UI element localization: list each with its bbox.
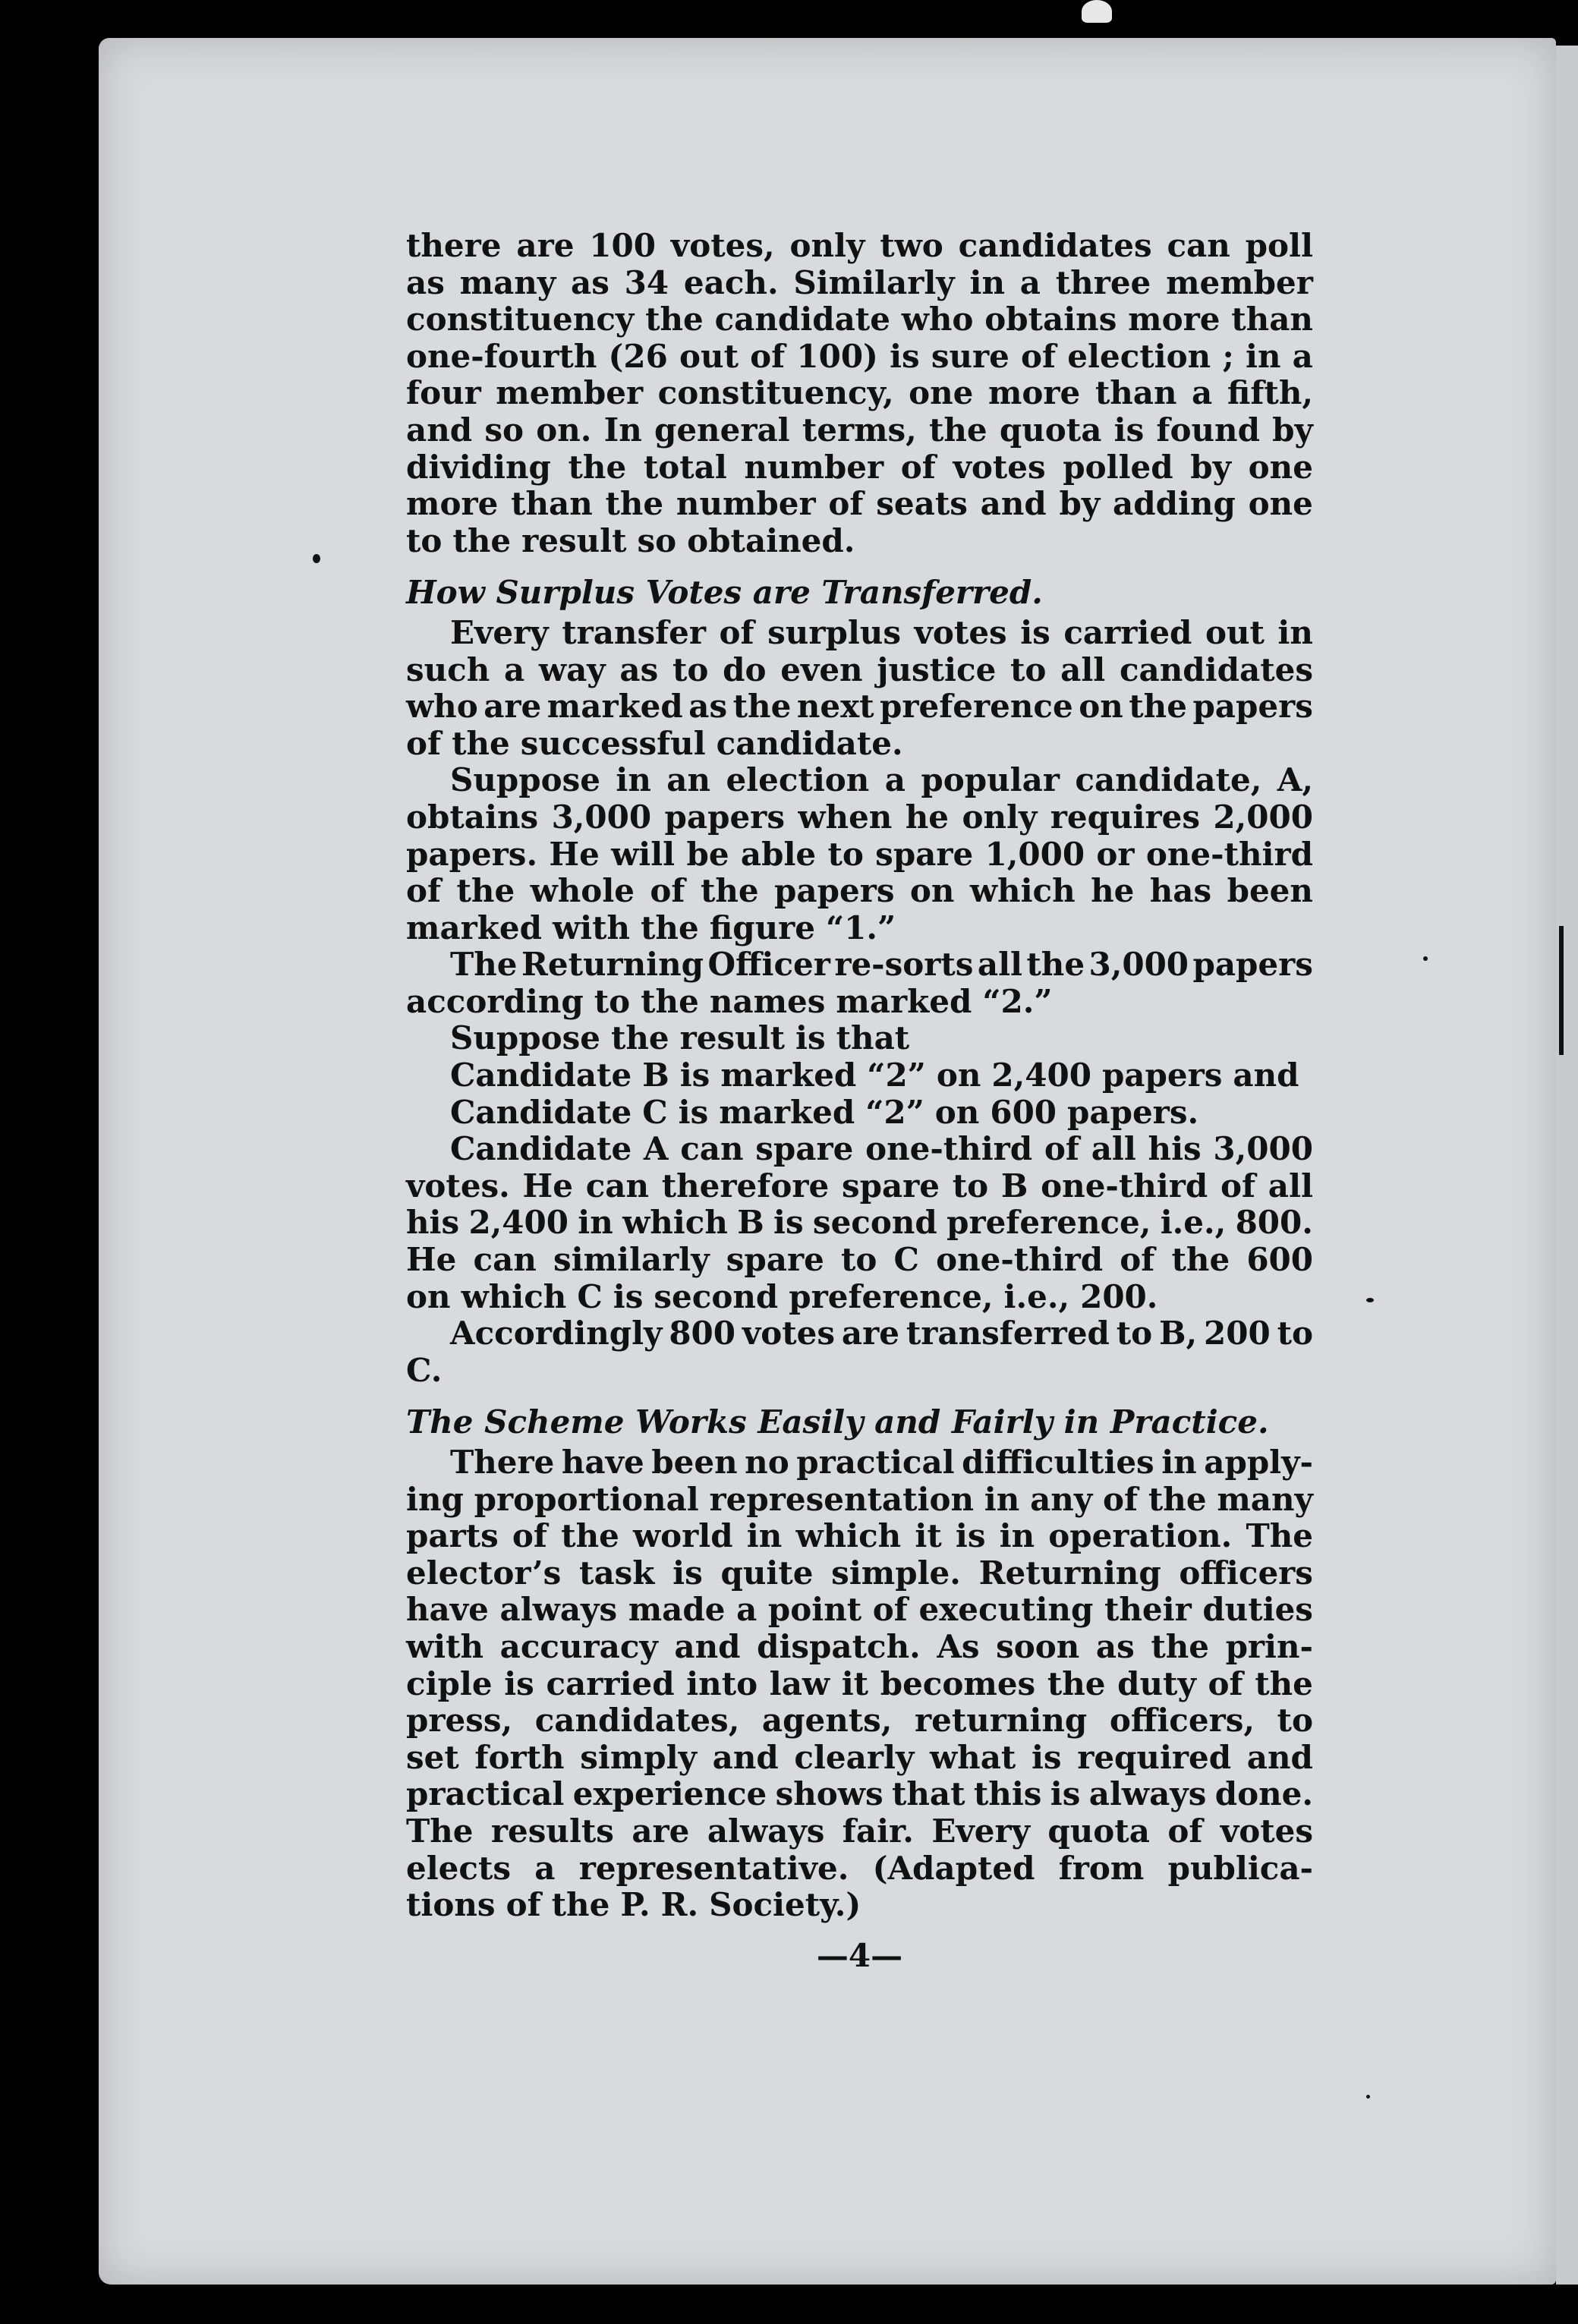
- text-line: more than the number of seats and by adding one: [406, 485, 1313, 523]
- paragraph-suppose: [406, 1020, 1313, 1057]
- text-line: The Returning Officer re-sorts all the 3,000 papers: [450, 946, 1313, 984]
- paragraph-accordingly: [406, 1315, 1313, 1389]
- text-line: Suppose in an election a popular candidate, A,: [450, 761, 1313, 799]
- adjacent-page-edge: [1556, 46, 1578, 2285]
- text-line: with accuracy and dispatch. As soon as the prin-: [406, 1627, 1313, 1665]
- text-line: Candidate B is marked “2” on 2,400 papers and: [450, 1057, 1299, 1094]
- text-line: elects a representative. (Adapted from publica-: [406, 1849, 1313, 1887]
- text-line: constituency the candidate who obtains more than: [406, 301, 1313, 339]
- text-line: Every transfer of surplus votes is carried out in: [450, 613, 1313, 651]
- text-line: dividing the total number of votes polled by one: [406, 448, 1313, 486]
- text-line: who are marked as the next preference on the papers: [406, 688, 1313, 726]
- text-line: There have been no practical difficulties in apply-: [450, 1444, 1313, 1481]
- paragraph-spare: [406, 1131, 1313, 1315]
- scan-speck: [313, 554, 320, 563]
- paragraph-practice: [406, 1444, 1313, 1924]
- text-line: tions of the P. R. Society.): [406, 1886, 861, 1924]
- text-line: and so on. In general terms, the quota is found by: [406, 411, 1313, 449]
- text-line: votes. He can therefore spare to B one-third of all: [406, 1167, 1313, 1205]
- text-line: The results are always fair. Every quota of votes: [406, 1812, 1313, 1850]
- text-line: Candidate C is marked “2” on 600 papers.: [450, 1093, 1199, 1131]
- text-line: Accordingly 800 votes are transferred to B, 200 to: [450, 1315, 1313, 1353]
- text-line: obtains 3,000 papers when he only requires 2,000: [406, 798, 1313, 836]
- text-line: as many as 34 each. Similarly in a three member: [406, 263, 1313, 301]
- text-line: of the whole of the papers on which he has been: [406, 872, 1313, 910]
- text-line: there are 100 votes, only two candidates can poll: [406, 227, 1313, 264]
- text-line: according to the names marked “2.”: [406, 982, 1053, 1020]
- text-line: his 2,400 in which B is second preference, i.e., 800.: [406, 1204, 1313, 1242]
- text-line: papers. He will be able to spare 1,000 or one-third: [406, 835, 1313, 873]
- text-line: C.: [406, 1351, 443, 1389]
- text-line: four member constituency, one more than a fifth,: [406, 374, 1313, 412]
- text-line: parts of the world in which it is in operation. The: [406, 1517, 1313, 1555]
- text-line: He can similarly spare to C one-third of the 600: [406, 1241, 1313, 1279]
- paragraph-resort: [406, 946, 1313, 1020]
- text-line: such a way as to do even justice to all candidates: [406, 650, 1313, 688]
- scan-speck: [1366, 2095, 1370, 2099]
- scan-speck: [1366, 1298, 1374, 1302]
- text-line: one-fourth (26 out of 100) is sure of election ; in a: [406, 337, 1313, 375]
- text-line: set forth simply and clearly what is required and: [406, 1738, 1313, 1776]
- text-line: ciple is carried into law it becomes the duty of the: [406, 1664, 1313, 1702]
- paragraph-transfer: [406, 615, 1313, 762]
- text-line: of the successful candidate.: [406, 724, 903, 762]
- paragraph-example-a: [406, 762, 1313, 946]
- paragraph-continued: [406, 228, 1313, 559]
- text-line: to the result so obtained.: [406, 521, 855, 559]
- section-heading-scheme-works: The Scheme Works Easily and Fairly in Practice.: [406, 1403, 1269, 1441]
- scan-speck: [1423, 956, 1428, 961]
- text-line: elector’s task is quite simple. Returning officers: [406, 1554, 1313, 1592]
- text-line: on which C is second preference, i.e., 200.: [406, 1277, 1158, 1315]
- text-line: marked with the figure “1.”: [406, 909, 896, 946]
- text-line: practical experience shows that this is always done.: [406, 1775, 1313, 1813]
- body-text: [406, 228, 1313, 1974]
- page-number: —4—: [816, 1936, 903, 1974]
- text-line: ing proportional representation in any of the many: [406, 1480, 1313, 1518]
- text-line: press, candidates, agents, returning officers, to: [406, 1702, 1313, 1740]
- paragraph-candidate-c: [406, 1094, 1313, 1132]
- section-heading-surplus-votes: How Surplus Votes are Transferred.: [406, 574, 1043, 612]
- text-line: Candidate A can spare one-third of all his 3,000: [450, 1130, 1313, 1168]
- paragraph-candidate-b: [406, 1057, 1313, 1094]
- text-line: have always made a point of executing their duties: [406, 1591, 1313, 1629]
- scan-artifact: [1082, 0, 1112, 23]
- text-line: Suppose the result is that: [450, 1019, 910, 1057]
